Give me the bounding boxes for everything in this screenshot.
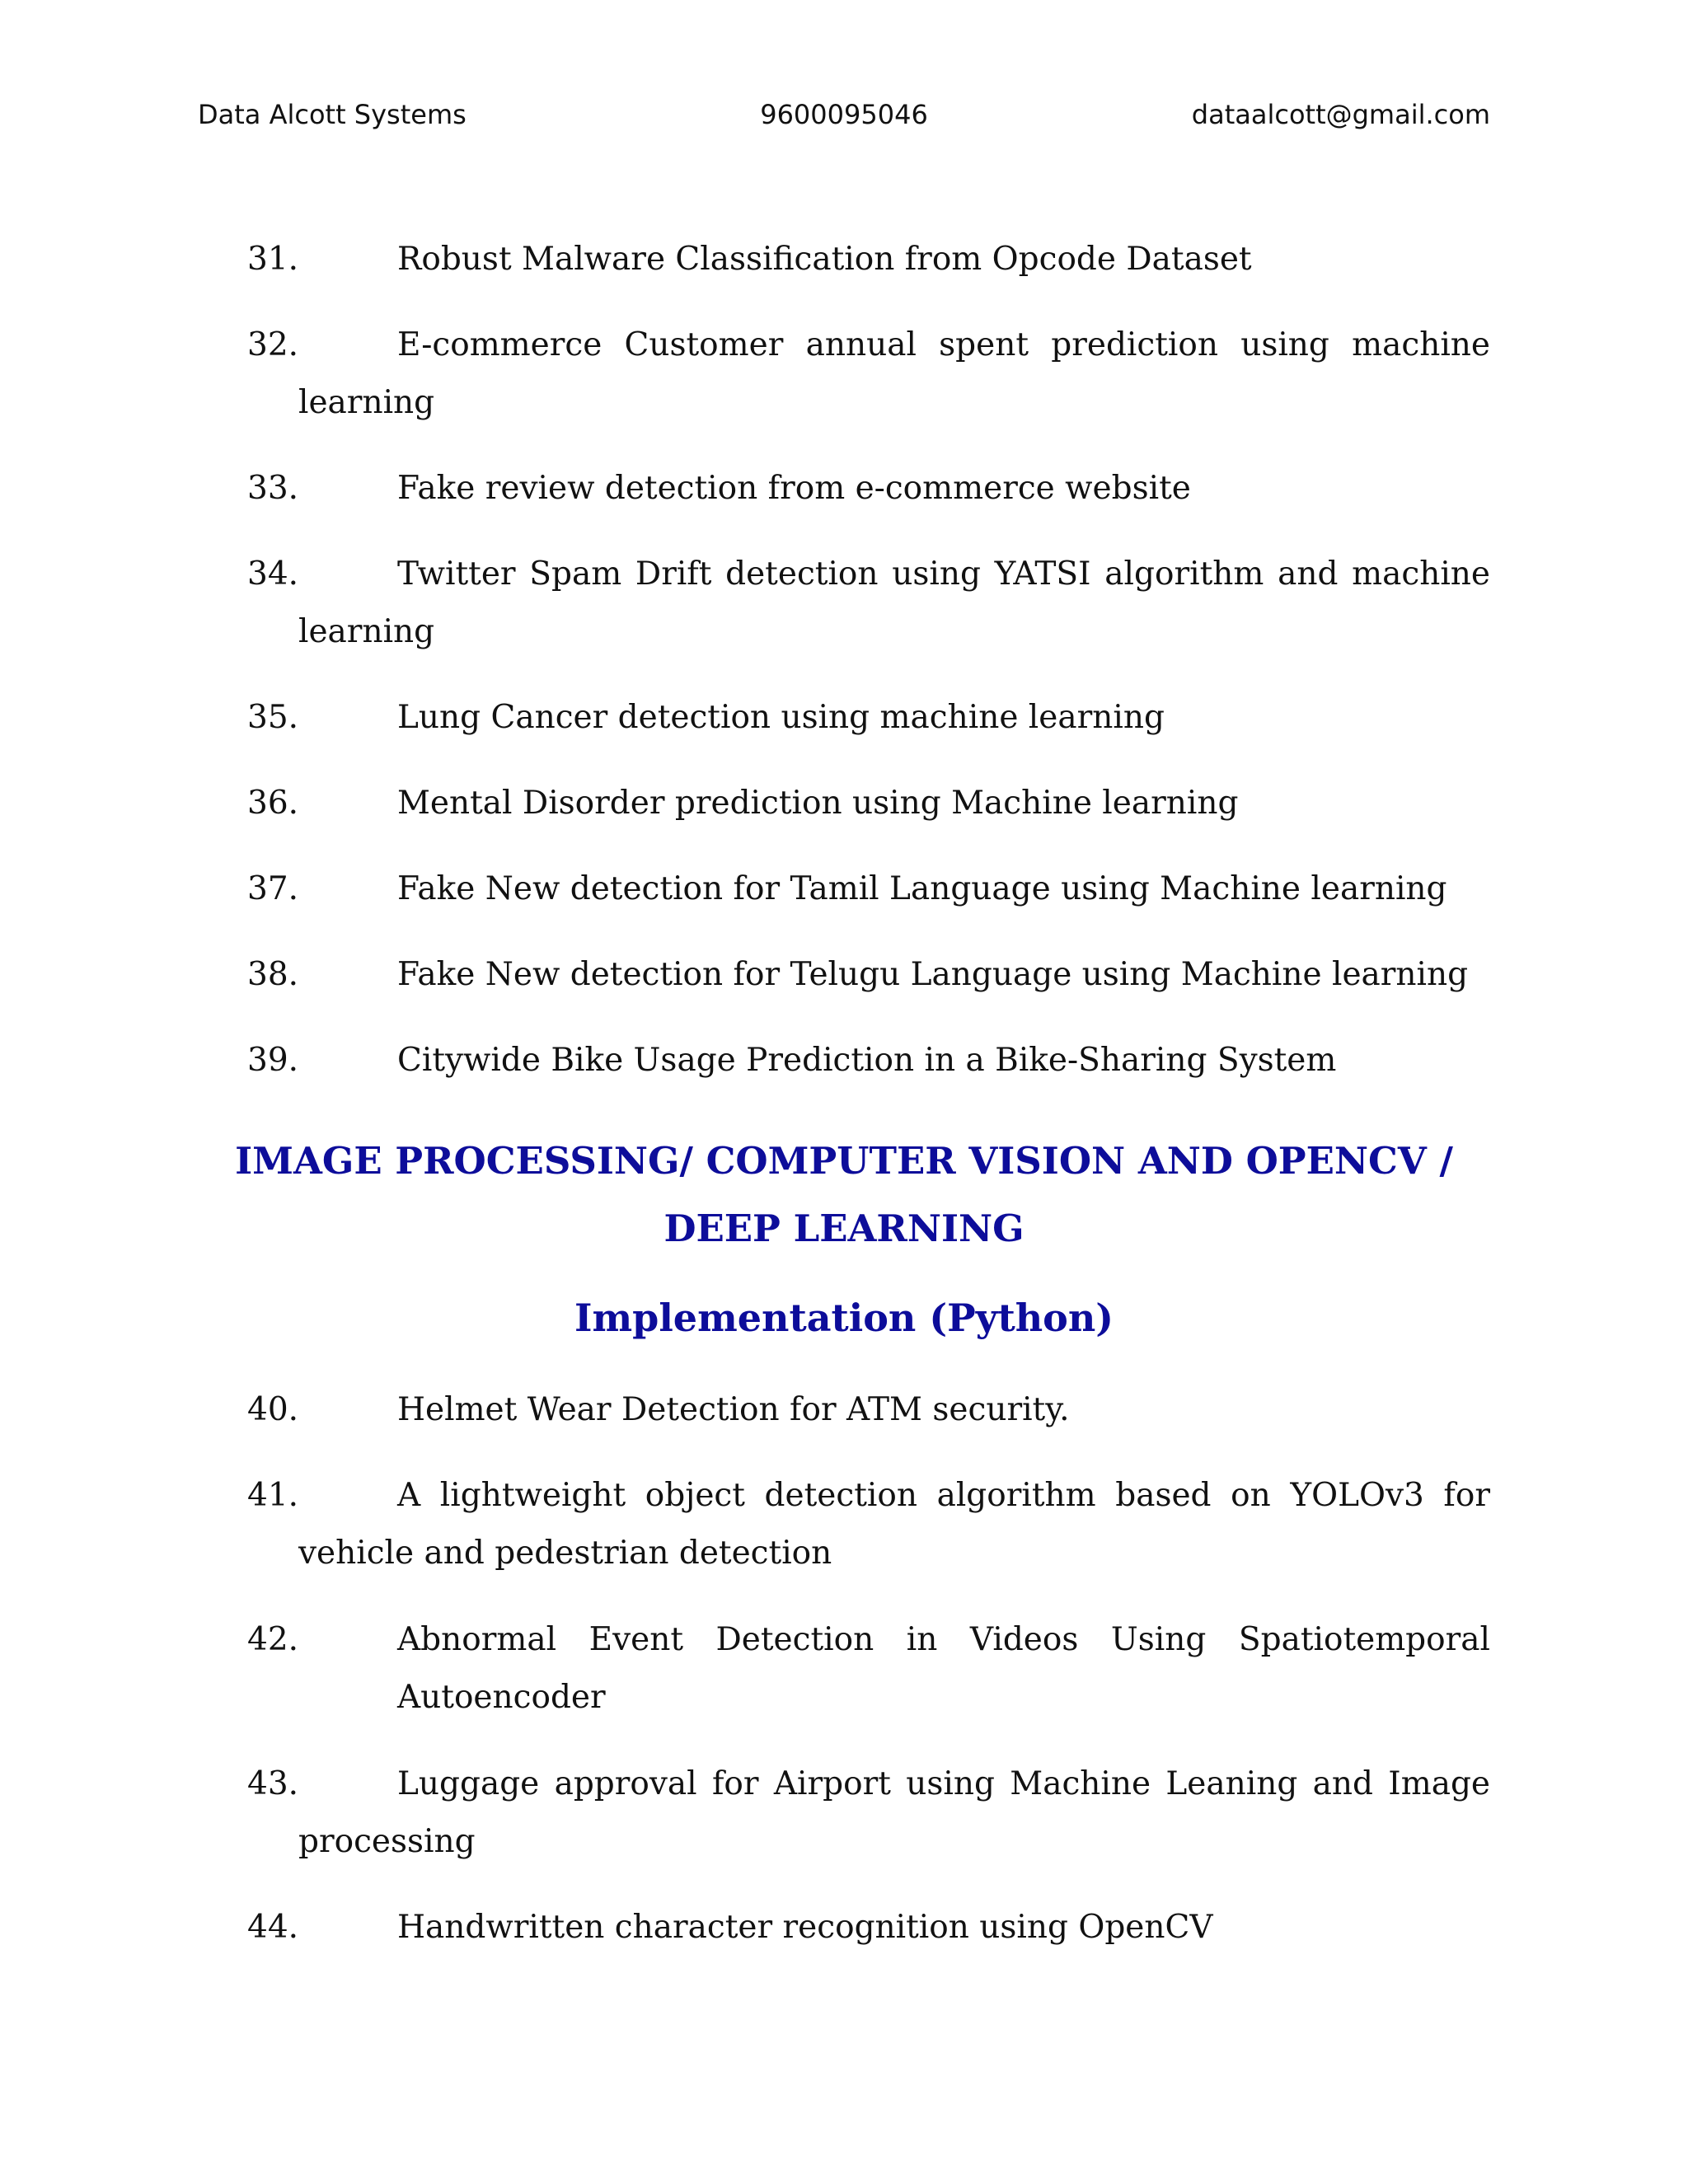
item-number: 38.: [247, 956, 299, 993]
header-phone: 9600095046: [760, 99, 928, 130]
list-item: [247, 1899, 1490, 1957]
header-email: dataalcott@gmail.com: [1191, 99, 1490, 130]
list-item: [247, 460, 1490, 518]
item-number: 36.: [247, 785, 299, 822]
item-text: Abnormal Event Detection in Videos Using Spatiotemporal: [397, 1621, 1490, 1658]
list-item: [247, 860, 1490, 918]
section-heading: [198, 1127, 1490, 1263]
item-number: 33.: [247, 470, 299, 507]
item-text-continued: vehicle and pedestrian detection: [298, 1535, 832, 1572]
item-text: Fake New detection for Tamil Language using Machine learning: [397, 870, 1447, 907]
section-heading-line2: DEEP LEARNING: [663, 1207, 1025, 1250]
header-company: Data Alcott Systems: [198, 99, 467, 130]
item-text: A lightweight object detection algorithm based on YOLOv3 for: [397, 1477, 1490, 1514]
item-number: 37.: [247, 870, 299, 907]
item-text: Robust Malware Classification from Opcode Dataset: [397, 241, 1252, 278]
item-text: E-commerce Customer annual spent prediction using machine: [397, 326, 1490, 363]
item-number: 39.: [247, 1042, 299, 1079]
list-item: [247, 689, 1490, 747]
list-item: [247, 1467, 1490, 1582]
item-text: Mental Disorder prediction using Machine learning: [397, 785, 1239, 822]
list-item: [247, 1755, 1490, 1871]
item-text: Luggage approval for Airport using Machine Leaning and Image: [397, 1765, 1490, 1802]
item-number: 43.: [247, 1765, 299, 1802]
list-item: [247, 775, 1490, 832]
item-number: 35.: [247, 699, 299, 736]
item-number: 40.: [247, 1391, 299, 1428]
list-item: [247, 546, 1490, 661]
section-heading-line1: IMAGE PROCESSING/ COMPUTER VISION AND OPENCV /: [235, 1139, 1453, 1183]
item-number: 32.: [247, 326, 299, 363]
list-item: [247, 316, 1490, 432]
list-item: [247, 946, 1490, 1004]
list-item: [247, 1611, 1490, 1727]
list-item: [247, 1032, 1490, 1090]
item-text-continued: processing: [298, 1823, 476, 1860]
item-text-continued: learning: [298, 384, 435, 421]
list-item: [247, 231, 1490, 288]
item-number: 41.: [247, 1477, 299, 1514]
page-header: [198, 99, 1490, 140]
list-item: [247, 1381, 1490, 1439]
item-text: Fake New detection for Telugu Language using Machine learning: [397, 956, 1469, 993]
item-text-continued: learning: [298, 613, 435, 650]
item-number: 34.: [247, 555, 299, 593]
item-text: Citywide Bike Usage Prediction in a Bike-Sharing System: [397, 1042, 1337, 1079]
item-text: Helmet Wear Detection for ATM security.: [397, 1391, 1070, 1428]
item-number: 31.: [247, 241, 299, 278]
item-text: Twitter Spam Drift detection using YATSI algorithm and machine: [397, 555, 1490, 593]
item-text: Fake review detection from e-commerce website: [397, 470, 1191, 507]
item-number: 42.: [247, 1621, 299, 1658]
item-text: Handwritten character recognition using OpenCV: [397, 1909, 1213, 1946]
item-text-continued: Autoencoder: [397, 1679, 606, 1716]
item-text: Lung Cancer detection using machine learning: [397, 699, 1165, 736]
section-subheading: Implementation (Python): [574, 1296, 1114, 1340]
item-number: 44.: [247, 1909, 299, 1946]
